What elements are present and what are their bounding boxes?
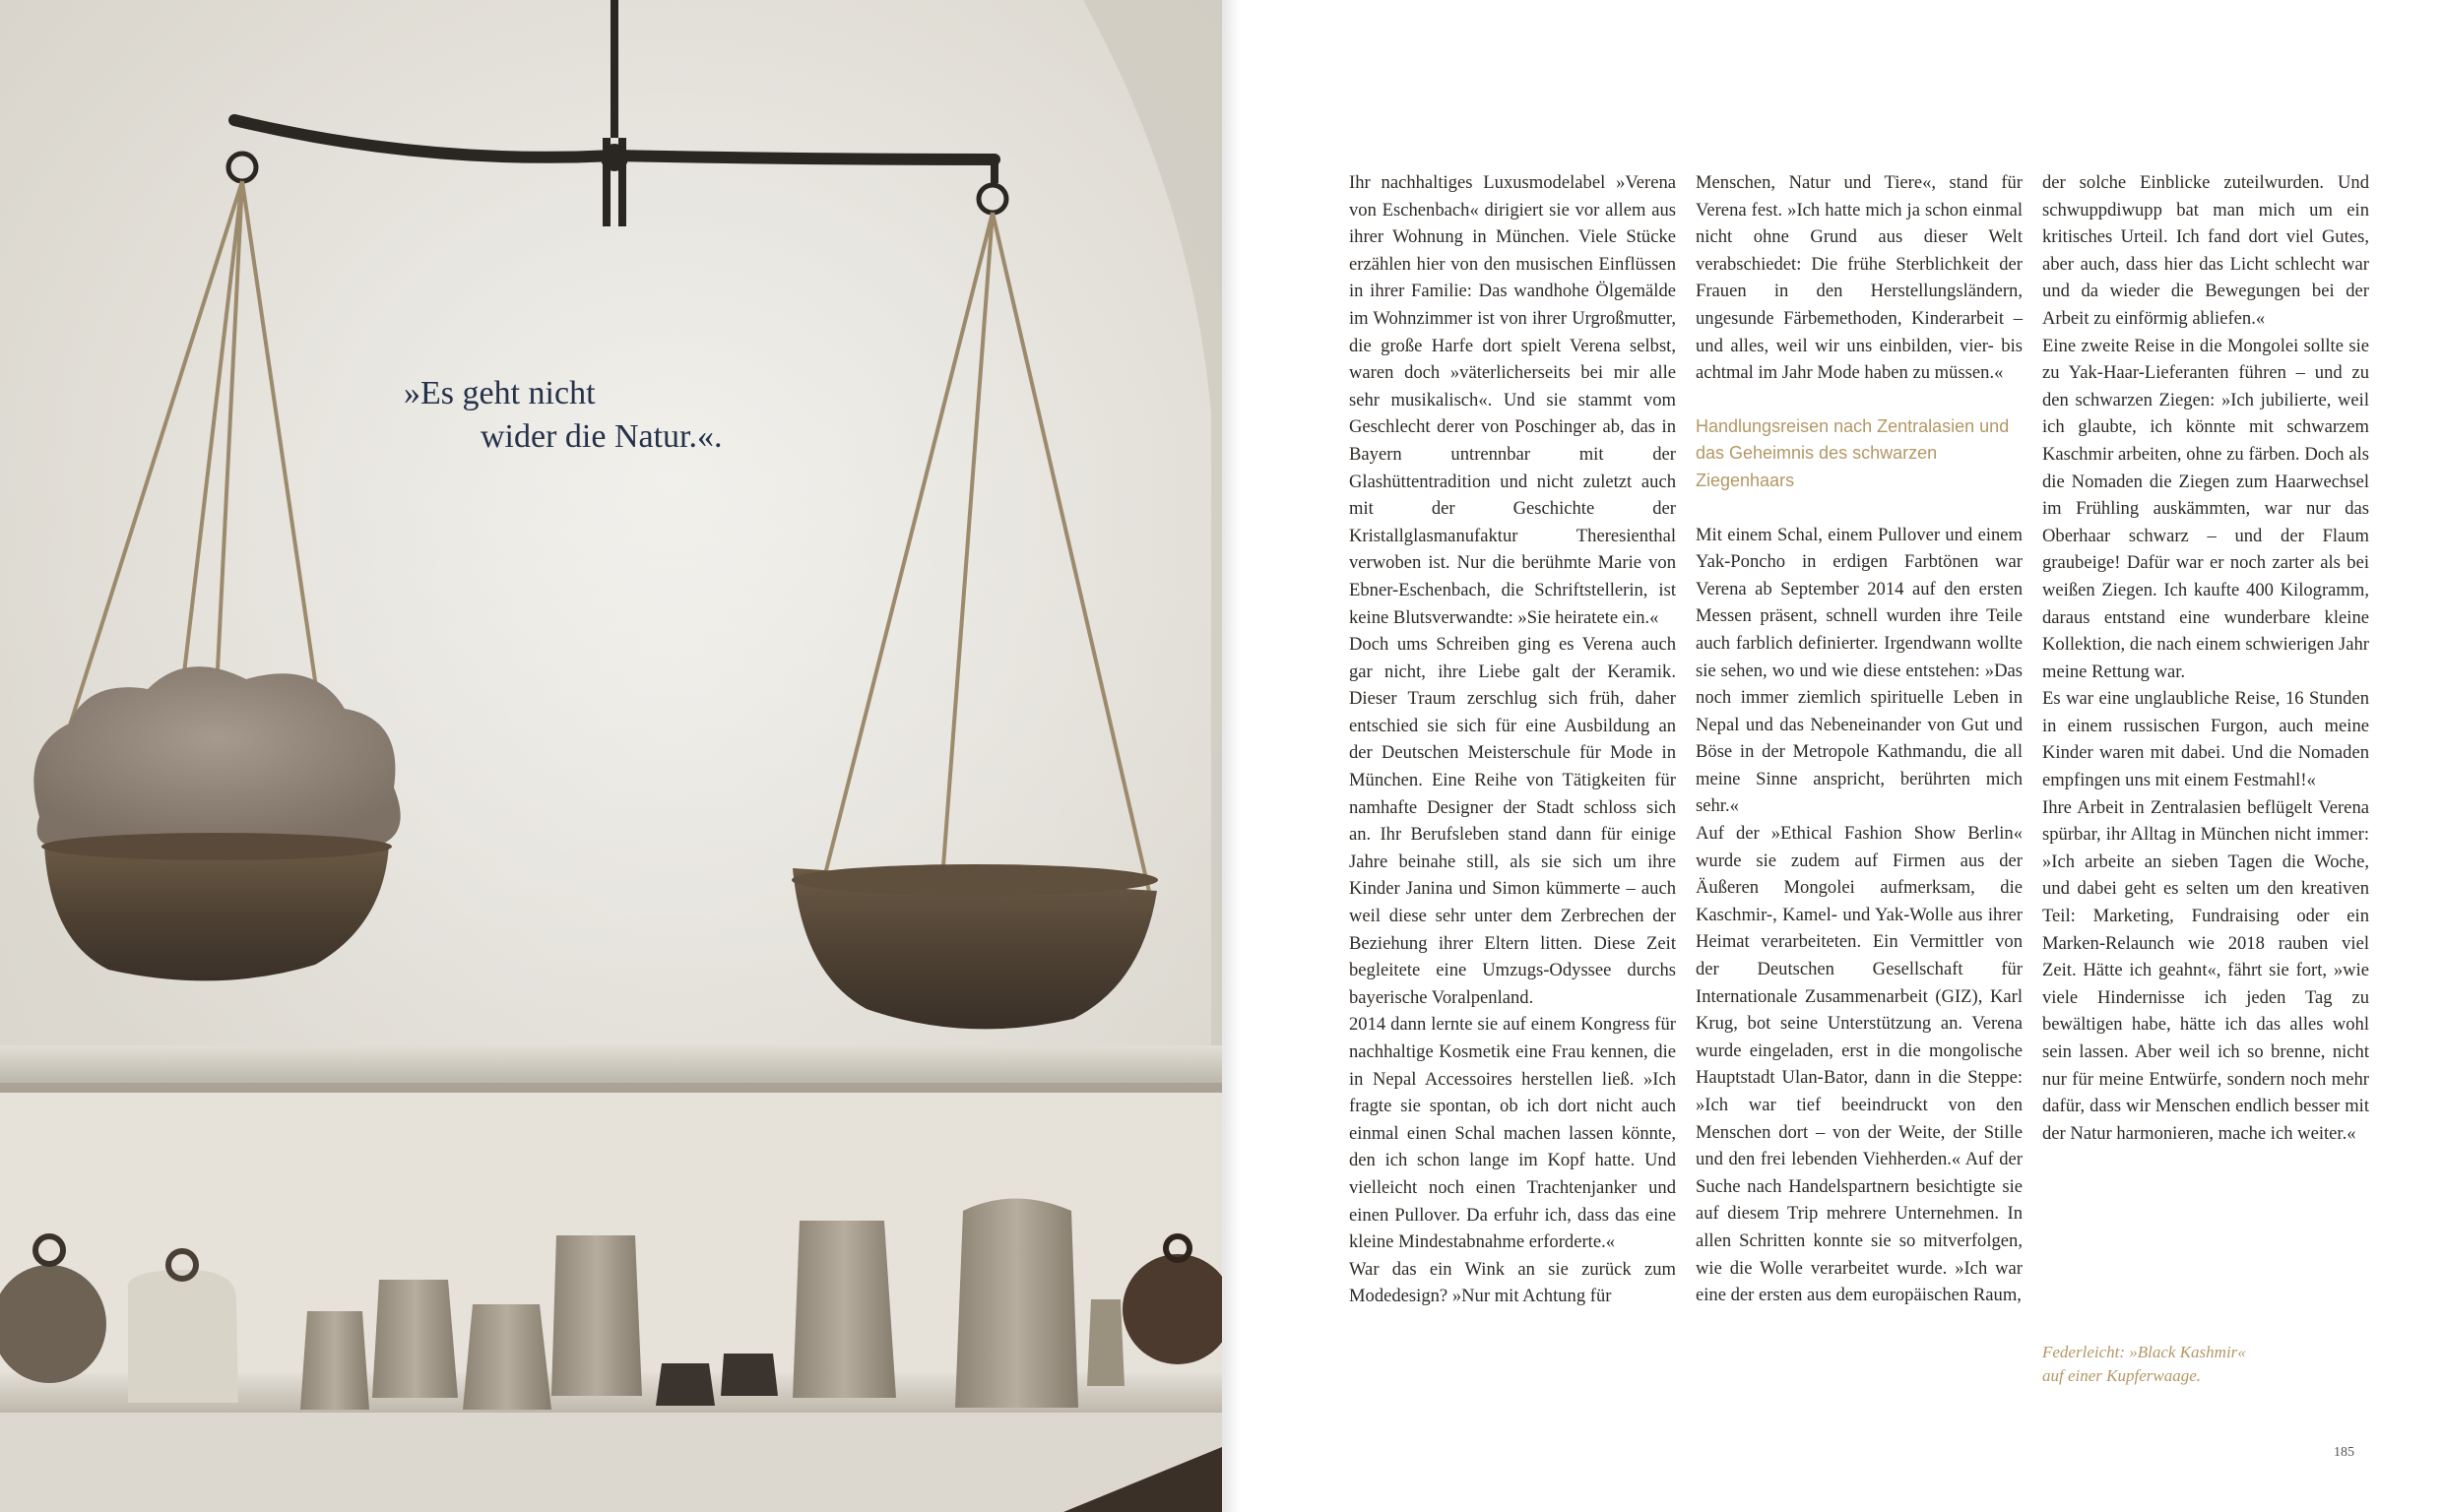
paragraph: War das ein Wink an sie zurück zum Modedesign? »Nur mit Achtung für bbox=[1349, 1258, 1676, 1307]
paragraph: Doch ums Schreiben ging es Verena auch gar nicht, ihre Liebe galt der Keramik. Dieser Traum zerschlug sich früh, daher entschied sie sich für eine Ausbildung an der Deutschen Meisterschule für Mode in München. Eine Reihe von Tätigkeiten für namhafte Designer der Stadt schloss sich an. Ihr Berufsleben stand dann für einige Jahre beinahe still, als sie sich um ihre Kinder Janina und Simon kümmerte – auch weil diese sehr unter dem Zerbrechen der Beziehung ihrer Eltern litten. Diese Zeit begleitete eine Umzugs-Odyssee durchs bayerische Voralpenland. bbox=[1349, 634, 1676, 1008]
photo-caption bbox=[2042, 1341, 2338, 1388]
text-column-1 bbox=[1349, 169, 1676, 1310]
paragraph: Auf der »Ethical Fashion Show Berlin« wurde sie zudem auf Firmen aus der Äußeren Mongolei aufmerksam, die Kaschmir-, Kamel- und Yak-Wolle aus ihrer Heimat verarbeiteten. Ein Vermittler von der Deutschen Gesellschaft für Internationale Zusammenarbeit (GIZ), Karl Krug, bot seine Unterstützung an. Verena wurde eingeladen, erst in die mongolische Hauptstadt Ulan-Bator, dann in die Steppe: »Ich war tief beeindruckt von den Menschen dort – von der Weite, der Stille und den frei lebenden Viehherden.« Auf der Suche nach Handelspartnern besichtigte sie auf diesem Trip mehrere Unternehmen. In allen Schritten konnte sie so mitverfolgen, wie die Wolle verarbeitet wurde. »Ich war eine der ersten aus dem europäischen Raum, bbox=[1696, 823, 2023, 1306]
pull-quote-line-1: »Es geht nicht bbox=[404, 375, 596, 411]
paragraph: Mit einem Schal, einem Pullover und einem Yak-Poncho in erdigen Farbtönen war Verena ab September 2014 auf den ersten Messen präsent, schnell wurden ihre Teile auch farblich definierter. Irgendwann wollte sie sehen, wo und wie diese entstehen: »Das noch immer ziemlich spirituelle Leben in Nepal und das Nebeneinander von Gut und Böse in der Metropole Kathmandu, die all meine Sinne anspricht, berührten mich sehr.« bbox=[1696, 524, 2023, 817]
pull-quote bbox=[404, 372, 723, 459]
text-column-2 bbox=[1696, 169, 2023, 1309]
photo-caption-line-2: auf einer Kupferwaage. bbox=[2042, 1366, 2202, 1385]
paragraph: Menschen, Natur und Tiere«, stand für Verena fest. »Ich hatte mich ja schon einmal nicht ohne Grund aus dieser Welt verabschiedet: Die frühe Sterblichkeit der Frauen in den Herstellungsländern, ungesunde Färbemethoden, Kinderarbeit – und alles, weil wir uns einbilden, vier- bis achtmal im Jahr Mode haben zu müssen.« bbox=[1696, 172, 2023, 384]
paragraph: Eine zweite Reise in die Mongolei sollte sie zu Yak-Haar-Lieferanten führen – und zu den schwarzen Ziegen: »Ich jubilierte, weil ich glaubte, ich könnte mit schwarzem Kaschmir arbeiten, ohne zu färben. Doch als die Nomaden die Ziegen zum Haarwechsel im Frühling auskämmten, war nur das Oberhaar schwarz – und der Flaum graubeige! Dafür war er noch zarter als bei weißen Ziegen. Ich kaufte 400 Kilogramm, daraus entstand eine wunderbare kleine Kollektion, die nach einem schwierigen Jahr meine Rettung war. bbox=[2042, 335, 2369, 682]
page-gutter bbox=[1222, 0, 1240, 1512]
paragraph: Ihr nachhaltiges Luxusmodelabel »Verena von Eschenbach« dirigiert sie vor allem aus ihrer Wohnung in München. Viele Stücke erzählen hier von den musischen Einflüssen in ihrer Familie: Das wandhohe Ölgemälde im Wohnzimmer ist von ihrer Urgroßmutter, die große Harfe dort spielt Verena selbst, waren doch »väterlicherseits bei mir alle sehr musikalisch«. Und sie stammt vom Geschlecht derer von Poschinger ab, das in Bayern untrennbar mit der Glashüttentradition und nicht zuletzt auch mit der Geschichte der Kristallglasmanufaktur Theresienthal verwoben ist. Nur die berühmte Marie von Ebner-Eschenbach, die Schriftstellerin, ist keine Blutsverwandte: »Sie heiratete ein.« bbox=[1349, 172, 1676, 628]
pull-quote-line-2: wider die Natur.«. bbox=[481, 418, 723, 455]
paragraph: 2014 dann lernte sie auf einem Kongress für nachhaltige Kosmetik eine Frau kennen, die in Nepal Accessoires herstellen ließ. »Ich fragte sie spontan, ob ich dort nicht auch einmal einen Schal machen lassen könnte, den ich schon lange im Kopf hatte. Und vielleicht noch einen Trachtenjanker und einen Pullover. Da erfuhr ich, dass das eine kleine Mindestabnahme erforderte.« bbox=[1349, 1014, 1676, 1253]
text-column-3 bbox=[2042, 169, 2369, 1147]
paragraph: Ihre Arbeit in Zentralasien beflügelt Verena spürbar, ihr Alltag in München nicht immer: »Ich arbeite an sieben Tagen die Woche, und dabei geht es selten um den kreativen Teil: Marketing, Fundraising oder ein Marken-Relaunch wie 2018 rauben viel Zeit. Hätte ich geahnt«, fährt sie fort, »wie viele Hindernisse ich jeden Tag zu bewältigen habe, hätte ich das alles wohl sein lassen. Aber weil ich so brenne, nicht nur für meine Entwürfe, sondern noch mehr dafür, dass wir Menschen endlich besser mit der Natur harmonieren, mache ich weiter.« bbox=[2042, 796, 2369, 1144]
photo-caption-line-1: Federleicht: »Black Kashmir« bbox=[2042, 1343, 2246, 1361]
page-number: 185 bbox=[2334, 1445, 2354, 1460]
hanging-rod bbox=[611, 0, 618, 138]
section-subheading: Handlungsreisen nach Zentralasien und das Geheimnis des schwarzen Ziegenhaars bbox=[1696, 415, 2010, 490]
paragraph: der solche Einblicke zuteilwurden. Und schwuppdiwupp bat man mich um ein kritisches Urteil. Ich fand dort viel Gutes, aber auch, dass hier das Licht schlecht war und da wieder die Bewegungen bei der Arbeit zu einförmig abliefen.« bbox=[2042, 172, 2369, 329]
paragraph: Es war eine unglaubliche Reise, 16 Stunden in einem russischen Furgon, auch meine Kinder waren mit dabei. Und die Nomaden empfingen uns mit einem Festmahl!« bbox=[2042, 688, 2369, 791]
upper-shelf bbox=[0, 1045, 1222, 1083]
